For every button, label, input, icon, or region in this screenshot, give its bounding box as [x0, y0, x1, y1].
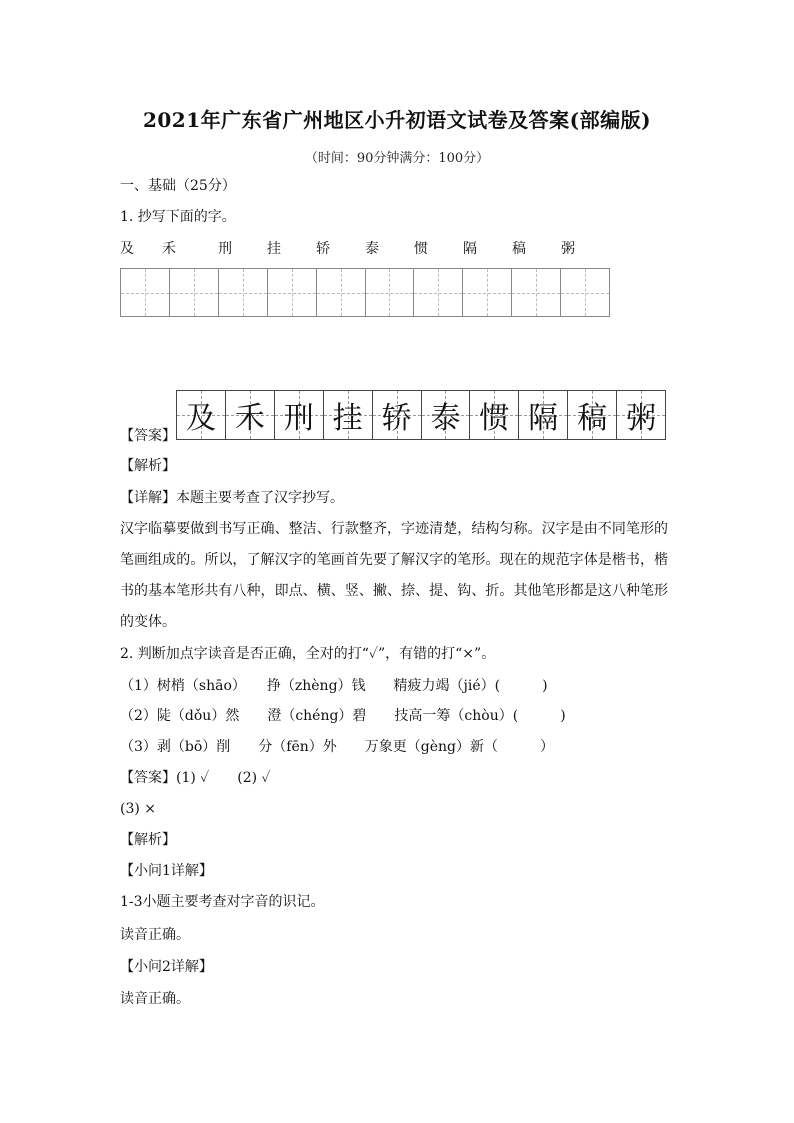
answer-cell	[373, 391, 422, 439]
answer-cell	[324, 391, 373, 439]
question-2-item: （1）树梢（shāo） 挣（zhèng）钱 精疲力竭（jié）( )	[120, 678, 548, 694]
explanation-paragraph: 汉字临摹要做到书写正确、整洁、行款整齐，字迹清楚，结构匀称。汉字是由不同笔形的笔画组成的。所以，了解汉字的笔画首先要了解汉字的笔形。现在的规范字体是楷书，楷书的基本笔形共有八种，即点、横、竖、撇、捺、提、钩、折。其他笔形都是这八种笔形的变体。	[120, 521, 668, 630]
answer-char: 轿	[381, 401, 412, 436]
answer-cell	[177, 391, 226, 439]
answer-cell	[470, 391, 519, 439]
copy-char: 惯	[414, 241, 428, 257]
question-1-prompt: 1. 抄写下面的字。	[120, 209, 236, 225]
answer-label: 【答案】	[120, 428, 176, 444]
grid-cell	[561, 269, 609, 316]
copy-char: 轿	[316, 241, 330, 257]
answer-char: 惯	[479, 401, 510, 436]
answer-char: 及	[185, 401, 216, 436]
copy-char: 粥	[561, 241, 575, 257]
subquestion-label: 【小问1详解】	[120, 863, 213, 879]
answer-char: 挂	[332, 401, 363, 436]
copy-char: 稿	[512, 241, 526, 257]
answer-char: 泰	[430, 401, 461, 436]
copy-char: 禾	[162, 241, 176, 257]
analysis-label: 【解析】	[120, 832, 176, 848]
answer-char: 禾	[234, 401, 265, 436]
copy-char: 挂	[267, 241, 281, 257]
answer-char: 隔	[528, 401, 559, 436]
detail-text: 【详解】本题主要考查了汉字抄写。	[120, 490, 344, 506]
answer-line: (3) ×	[120, 801, 157, 817]
answer-cell	[519, 391, 568, 439]
grid-cell	[219, 269, 268, 316]
answer-char: 稿	[577, 401, 608, 436]
grid-cell	[170, 269, 219, 316]
copy-char: 刑	[218, 241, 232, 257]
grid-cell	[121, 269, 170, 316]
question-2-prompt: 2. 判断加点字读音是否正确，全对的打“✓”，有错的打“×”。	[120, 646, 496, 662]
answer-char: 刑	[283, 401, 314, 436]
subquestion-text: 1-3小题主要考查对字音的识记。	[120, 894, 325, 910]
grid-cell	[317, 269, 366, 316]
answer-cell	[422, 391, 471, 439]
subquestion-text: 读音正确。	[120, 991, 190, 1007]
writing-grid	[120, 268, 610, 317]
subquestion-label: 【小问2详解】	[120, 959, 213, 975]
subquestion-text: 读音正确。	[120, 927, 190, 943]
copy-char: 泰	[365, 241, 379, 257]
answer-cell	[226, 391, 275, 439]
copy-characters-row	[120, 238, 610, 258]
copy-char: 及	[120, 241, 134, 257]
grid-cell	[366, 269, 415, 316]
question-2-item: （2）陡（dǒu）然 澄（chéng）碧 技高一筹（chòu）( )	[120, 708, 566, 724]
answer-cell	[617, 391, 665, 439]
answer-cell	[275, 391, 324, 439]
section-heading: 一、基础（25分）	[120, 178, 236, 194]
page-title: 2021年广东省广州地区小升初语文试卷及答案(部编版)	[142, 108, 652, 132]
answer-line: 【答案】(1) ✓ (2) ✓	[120, 770, 271, 786]
copy-char: 隔	[463, 241, 477, 257]
answer-char: 粥	[626, 401, 657, 436]
answer-calligraphy-grid	[176, 390, 666, 440]
grid-cell	[463, 269, 512, 316]
analysis-label: 【解析】	[120, 458, 176, 474]
grid-cell	[512, 269, 561, 316]
grid-cell	[414, 269, 463, 316]
grid-cell	[268, 269, 317, 316]
exam-time-info: （时间：90分钟满分：100分）	[304, 151, 490, 166]
answer-cell	[568, 391, 617, 439]
question-2-item: （3）剥（bō）削 分（fēn）外 万象更（gèng）新（ ）	[120, 739, 555, 755]
